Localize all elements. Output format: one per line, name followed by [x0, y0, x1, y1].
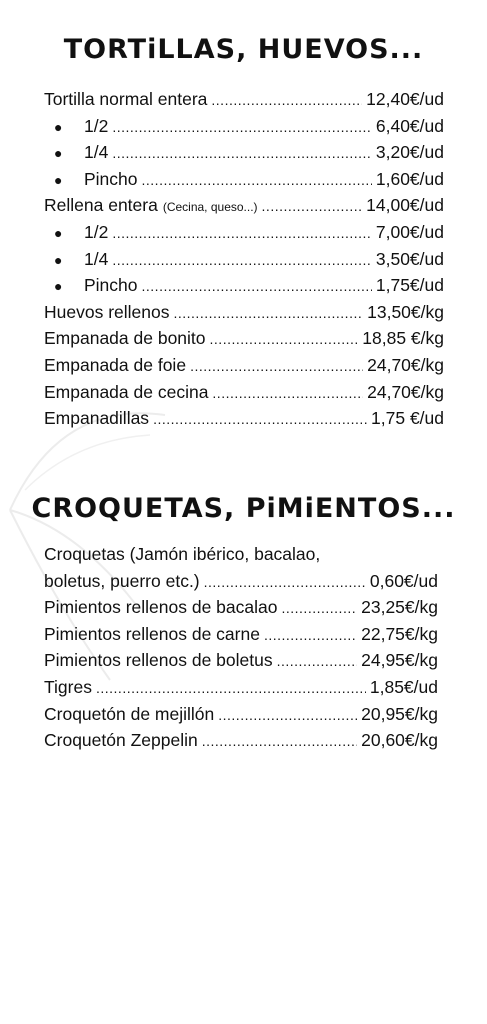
menu-sub-item	[44, 272, 444, 299]
menu-sub-item	[44, 219, 444, 246]
menu-item	[44, 568, 438, 595]
menu-item	[44, 86, 444, 113]
menu-item	[44, 701, 438, 728]
menu-item	[44, 405, 444, 432]
menu-item-price: 24,95€/kg	[361, 650, 438, 671]
menu-item-price: 14,00€/ud	[366, 195, 444, 216]
menu-item-price: 24,70€/kg	[367, 354, 444, 375]
dot-leader	[153, 406, 367, 433]
menu-item	[44, 325, 444, 352]
menu-item-price: 18,85 €/kg	[362, 328, 444, 349]
menu-item	[44, 674, 438, 701]
dot-leader	[262, 193, 363, 220]
menu-item	[44, 647, 438, 674]
section-tortillas	[0, 34, 487, 65]
dot-leader	[202, 728, 357, 755]
menu-item	[44, 379, 444, 406]
bullet-icon: ●	[54, 118, 63, 135]
dot-leader	[218, 702, 357, 729]
dot-leader	[96, 675, 366, 702]
menu-item-name: 1/2	[84, 115, 109, 136]
menu-item-name: Empanadillas	[44, 408, 150, 429]
menu-item-price: 0,60€/ud	[369, 570, 438, 591]
dot-leader	[190, 353, 363, 380]
menu-item-price: 1,60€/ud	[375, 168, 444, 189]
menu-item-price: 23,25€/kg	[361, 597, 438, 618]
menu-item	[44, 352, 444, 379]
dot-leader	[277, 648, 358, 675]
menu-item-name: Huevos rellenos	[44, 301, 170, 322]
bullet-icon: ●	[54, 278, 63, 295]
menu-sub-item	[44, 113, 444, 140]
menu-item-name: Rellena entera	[44, 195, 158, 216]
menu-item-price: 12,40€/ud	[366, 89, 444, 109]
dot-leader	[112, 114, 372, 141]
menu-item-name: Tortilla normal entera	[44, 89, 208, 109]
dot-leader	[173, 300, 363, 327]
menu-item-name: Pimientos rellenos de boletus	[44, 650, 273, 671]
menu-item-name: 1/4	[84, 142, 109, 163]
dot-leader	[112, 140, 372, 167]
bullet-icon: ●	[54, 145, 63, 162]
menu-item-name: Empanada de cecina	[44, 381, 209, 402]
menu-item-price: 20,95€/kg	[361, 703, 438, 724]
section-croquetas	[0, 493, 487, 524]
menu-item-price: 22,75€/kg	[361, 623, 438, 644]
bullet-icon: ●	[54, 224, 63, 241]
menu-item-name: Croquetón de mejillón	[44, 703, 215, 724]
menu-item-note: (Cecina, queso...)	[162, 200, 258, 215]
menu-item-name: 1/2	[84, 221, 109, 242]
menu-item-name: Pimientos rellenos de carne	[44, 623, 260, 644]
menu-item	[44, 727, 438, 754]
menu-item	[44, 621, 438, 648]
menu-item-name: 1/4	[84, 248, 109, 269]
menu-item-price: 20,60€/kg	[361, 730, 438, 751]
menu-item-name: Pincho	[84, 275, 138, 296]
menu-item-name: Pimientos rellenos de bacalao	[44, 597, 278, 618]
menu-sub-item	[44, 166, 444, 193]
bullet-icon: ●	[54, 171, 63, 188]
dot-leader	[142, 273, 372, 300]
menu-item-price: 3,20€/ud	[375, 142, 444, 163]
dot-leader	[212, 380, 363, 407]
dot-leader	[281, 595, 357, 622]
menu-item-price: 3,50€/ud	[375, 248, 444, 269]
menu-item-price: 24,70€/kg	[367, 381, 444, 402]
menu-item-price: 13,50€/kg	[367, 301, 444, 322]
bullet-icon: ●	[54, 251, 63, 268]
dot-leader	[211, 87, 362, 114]
section-title: CROQUETAS, PiMiENTOS...	[31, 493, 456, 524]
menu-item-name: Pincho	[84, 168, 138, 189]
menu-item-price: 1,75 €/ud	[371, 408, 444, 429]
menu-item-name: Empanada de bonito	[44, 328, 206, 349]
section-title: TORTiLLAS, HUEVOS...	[63, 34, 424, 65]
menu-sub-item	[44, 246, 444, 273]
menu-item	[44, 192, 444, 219]
menu-sub-item	[44, 139, 444, 166]
menu-item-price: 6,40€/ud	[375, 115, 444, 136]
menu-item-name: Croquetón Zeppelin	[44, 730, 198, 751]
menu-item-price: 7,00€/ud	[375, 221, 444, 242]
dot-leader	[210, 326, 359, 353]
dot-leader	[112, 220, 372, 247]
menu-list-croquetas	[44, 541, 438, 754]
menu-item-name: Tigres	[44, 676, 92, 697]
menu-item-price: 1,85€/ud	[369, 676, 438, 697]
menu-item-intro-line: Croquetas (Jamón ibérico, bacalao,	[44, 544, 321, 564]
dot-leader	[204, 569, 366, 596]
menu-item-name: boletus, puerro etc.)	[44, 570, 200, 591]
menu-item	[44, 299, 444, 326]
dot-leader	[112, 247, 372, 274]
dot-leader	[264, 622, 357, 649]
menu-item-price: 1,75€/ud	[375, 275, 444, 296]
menu-item	[44, 594, 438, 621]
menu-list-tortillas	[44, 86, 444, 432]
dot-leader	[142, 167, 372, 194]
menu-item-name: Empanada de foie	[44, 354, 187, 375]
